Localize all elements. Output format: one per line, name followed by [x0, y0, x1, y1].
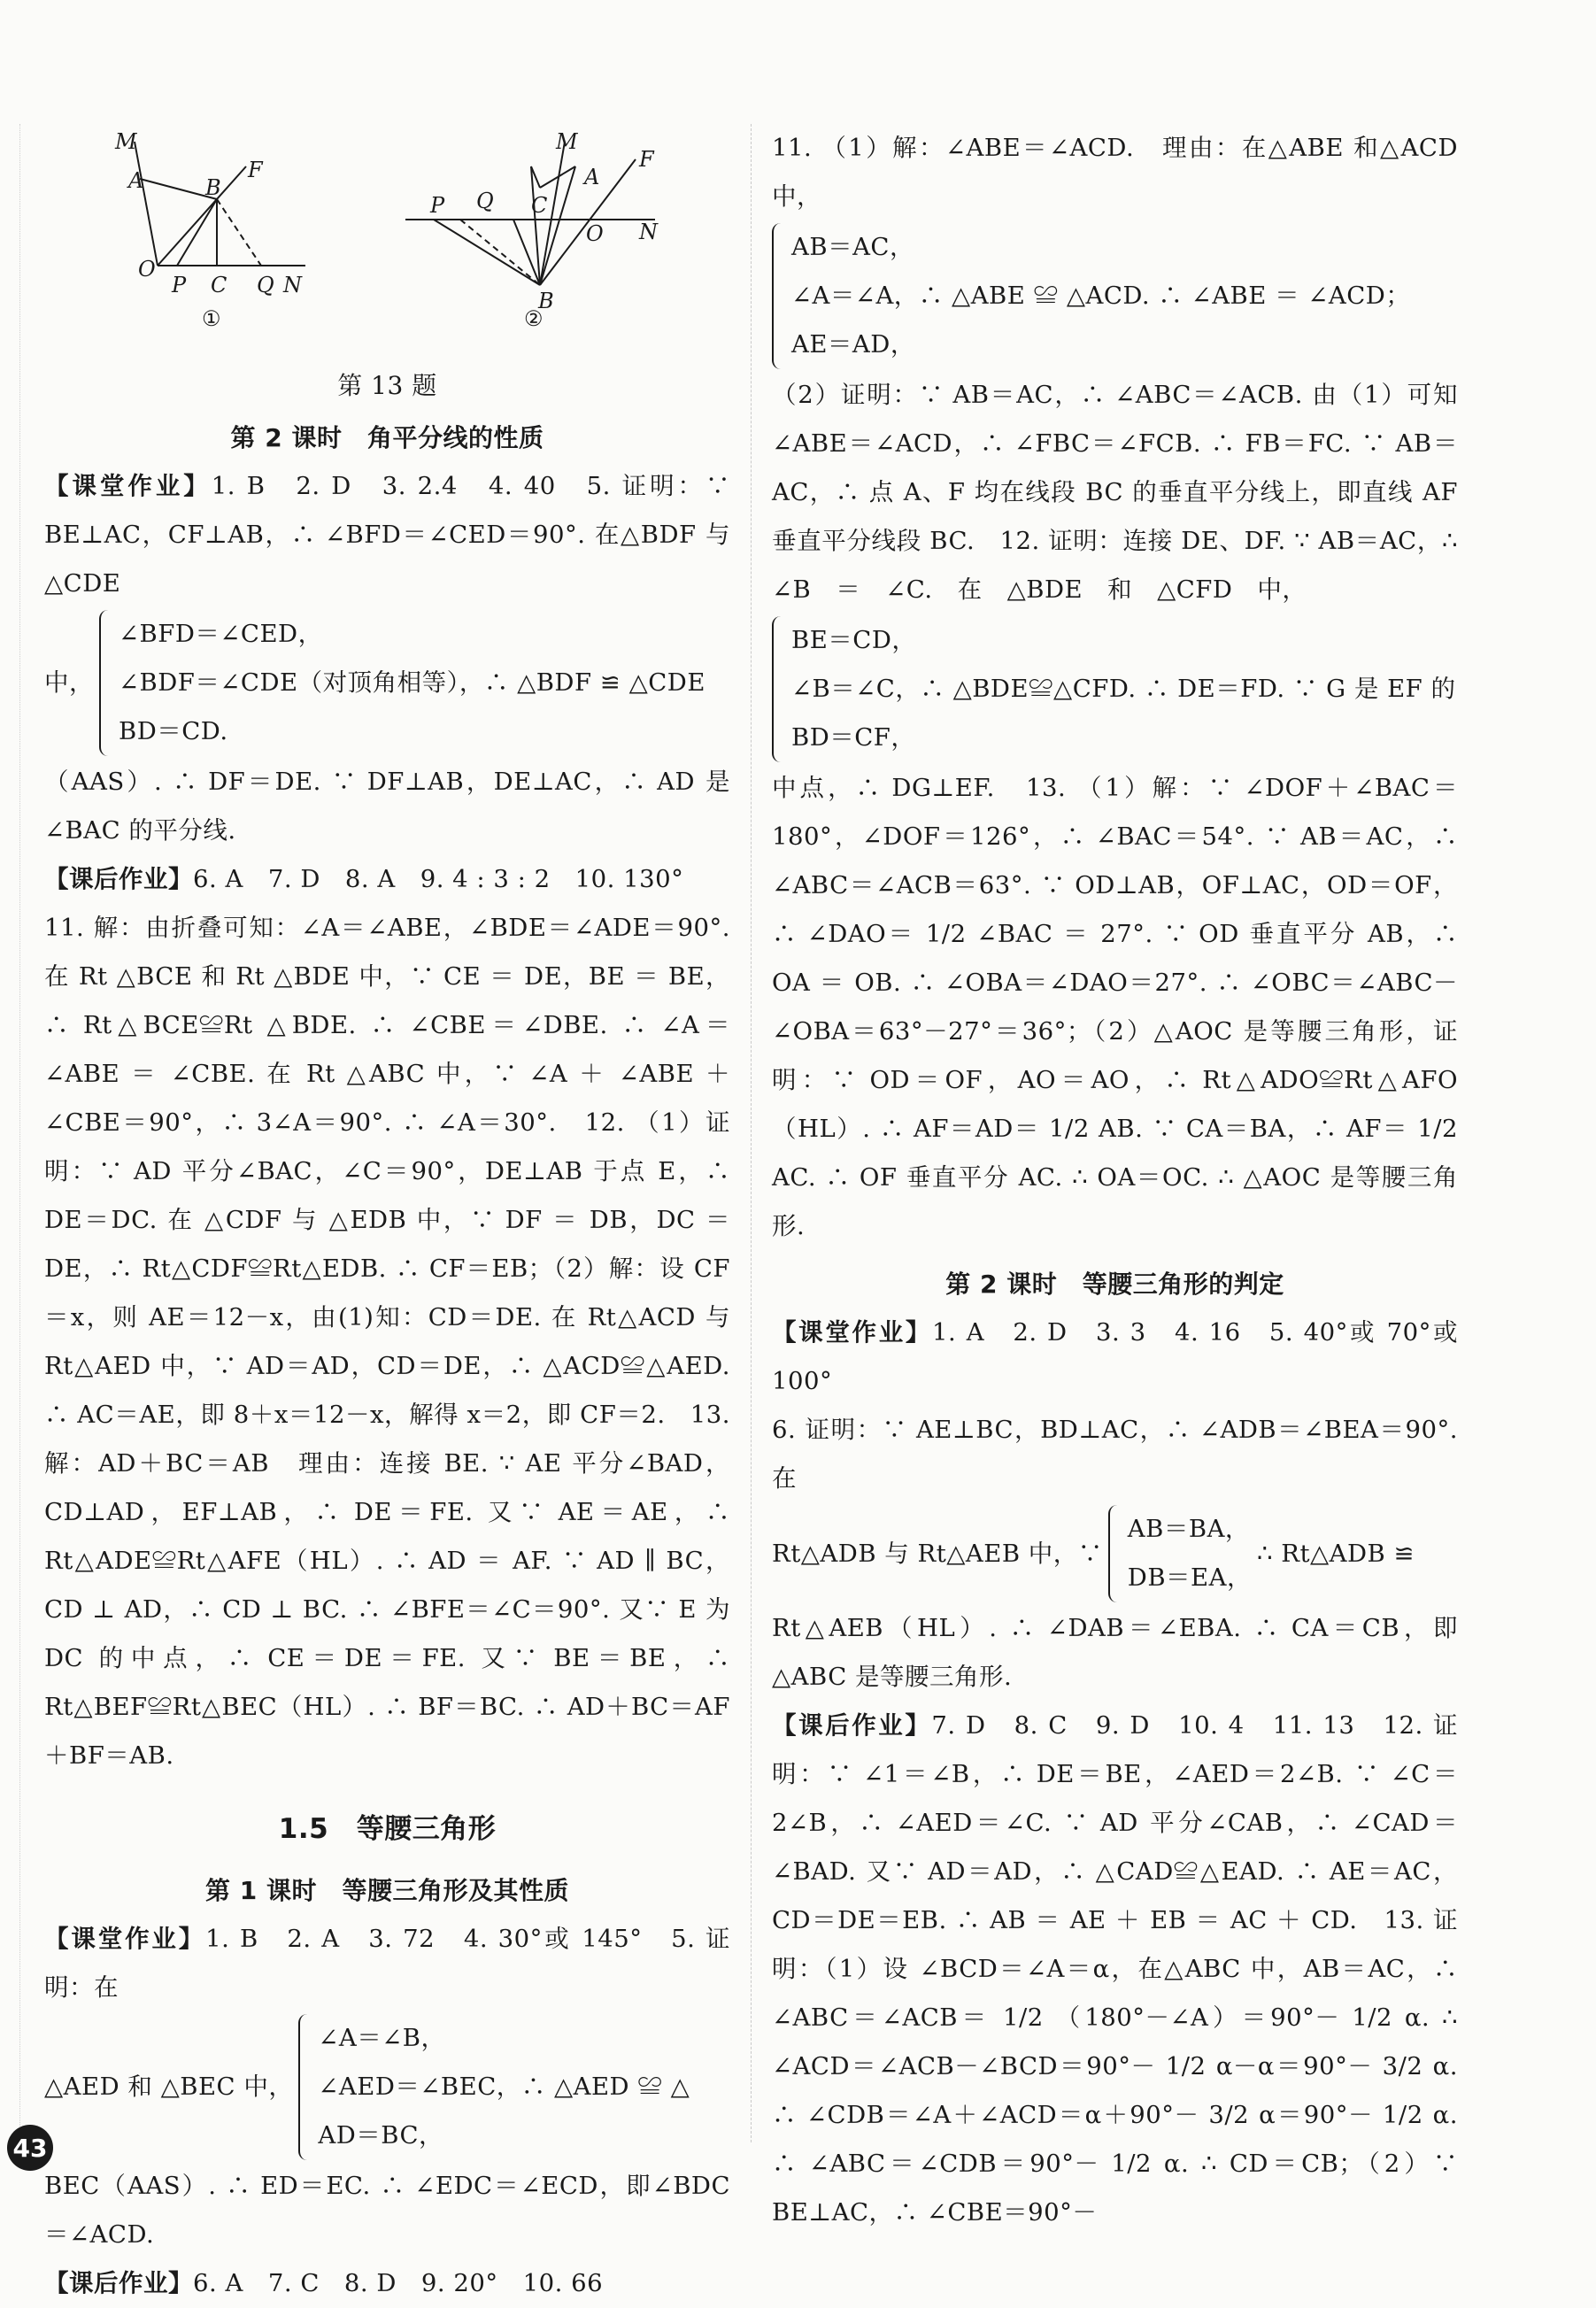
system-lines	[318, 2014, 690, 2160]
left-column	[44, 124, 730, 2308]
system-line: ∠AED＝∠BEC，∴ △AED ≌ △	[318, 2073, 690, 2101]
homework-tag: 【课后作业】	[772, 1711, 932, 1740]
answer-text: 6. 证明：∵ AE⊥BC，BD⊥AC，∴ ∠ADB＝∠BEA＝90°. 在	[772, 1416, 1458, 1493]
fig2-number: ②	[524, 306, 544, 331]
brace-icon	[298, 2014, 312, 2160]
homework-answers: 6. A 7. C 8. D 9. 20° 10. 66	[193, 2269, 604, 2297]
answer-text: 11. 解：由折叠可知：∠A＝∠ABE，∠BDE＝∠ADE＝90°. 在 Rt △BCE 和 Rt △BDE 中，∵ CE ＝ DE，BE ＝ BE，∴ Rt△BCE≌Rt △BDE. ∴ ∠CBE＝∠DBE. ∴ ∠A＝∠ABE ＝ ∠CBE. 在 Rt △ABC 中，∵ ∠A ＋ ∠ABE ＋ ∠CBE＝90°，∴ 3∠A＝90°. ∴ ∠A＝30°. 12. （1）证明：∵ AD 平分∠BAC，∠C＝90°，DE⊥AB 于点 E，∴ DE＝DC. 在 △CDF 与 △EDB 中，∵ DF ＝ DB，DC ＝ DE，∴ Rt△CDF≌Rt△EDB. ∴ CF＝EB；（2）解：设 CF＝x，则 AE＝12－x，由(1)知：CD＝DE. 在 Rt△ACD 与 Rt△AED 中，∵ AD＝AD，CD＝DE，∴ △ACD≌△AED. ∴ AC＝AE，即 8＋x＝12－x，解得 x＝2，即 CF＝2. 13. 解：AD＋BC＝AB 理由：连接 BE. ∵ AE 平分∠BAD，CD⊥AD，EF⊥AB，∴ DE＝FE. 又∵ AE＝AE，∴ Rt△ADE≌Rt△AFE（HL）. ∴ AD ＝ AF. ∵ AD ∥ BC，CD ⊥ AD，∴ CD ⊥ BC. ∴ ∠BFE＝∠C＝90°. 又∵ E 为 DC 的中点，∴ CE＝DE＝FE. 又∵ BE＝BE，∴ Rt△BEF≌Rt△BEC（HL）. ∴ BF＝BC. ∴ AD＋BC＝AF＋BF＝AB.	[44, 914, 730, 1770]
system-suffix: ∴ Rt△ADB ≌	[1257, 1539, 1415, 1568]
classwork-block	[44, 462, 730, 608]
equation-system-4	[772, 616, 1458, 762]
system-lines	[791, 223, 1410, 369]
page-number-badge: 43	[7, 2125, 53, 2171]
fig1-number: ①	[202, 306, 222, 331]
system-lines	[791, 616, 1455, 762]
system-prefix: △AED 和 △BEC 中，	[44, 2073, 294, 2101]
system-line: BE＝CD，	[791, 626, 917, 654]
fig2-label-A: A	[584, 165, 600, 189]
geometry-figures	[44, 124, 730, 356]
fig2-label-M: M	[556, 129, 579, 154]
fig2-label-C: C	[531, 193, 548, 218]
right-column	[772, 124, 1483, 2237]
classwork-block	[772, 1308, 1458, 1406]
system-line: AB＝BA，	[1127, 1515, 1250, 1543]
lesson-heading-isosceles-criteria: 第 2 课时 等腰三角形的判定	[945, 1270, 1284, 1299]
answer-text: Rt△AEB（HL）. ∴ ∠DAB＝∠EBA. ∴ CA＝CB，即△ABC 是等腰三角形.	[772, 1614, 1458, 1691]
answer-text: BEC（AAS）. ∴ ED＝EC. ∴ ∠EDC＝∠ECD，即∠BDC＝∠ACD.	[44, 2172, 730, 2249]
system-line: BD＝CD.	[119, 717, 228, 745]
fig1-label-M: M	[115, 129, 138, 154]
classwork-block	[44, 1915, 730, 2012]
section-heading: 1.5 等腰三角形	[278, 1813, 497, 1845]
fig2-label-B: B	[538, 289, 555, 313]
brace-icon	[99, 610, 113, 756]
system-line: ∠BFD＝∠CED，	[119, 620, 323, 648]
fig1-label-B: B	[205, 175, 222, 200]
figure-caption: 第 13 题	[337, 371, 437, 400]
brace-icon	[772, 223, 786, 369]
fig1-label-P: P	[172, 273, 187, 297]
system-lines	[1128, 1505, 1252, 1602]
homework-tag: 【课后作业】	[44, 2269, 193, 2297]
classwork-text: 1. B 2. A 3. 72 4. 30°或 145° 5. 证明：在	[44, 1925, 731, 2002]
figure-13	[44, 124, 730, 356]
homework-tag: 【课后作业】	[44, 865, 193, 893]
lesson-heading-angle-bisector: 第 2 课时 角平分线的性质	[230, 423, 544, 452]
equation-system-1	[44, 610, 730, 756]
equation-system-2	[44, 2014, 730, 2160]
fig2-label-P: P	[430, 193, 445, 218]
fig1-label-N: N	[283, 273, 303, 297]
system-lines	[119, 610, 705, 756]
brace-icon	[1108, 1505, 1122, 1602]
system-line: BD＝CF，	[791, 723, 916, 752]
system-line: AD＝BC，	[318, 2121, 444, 2150]
homework-block	[772, 1702, 1458, 2237]
fig1-label-O: O	[138, 257, 157, 282]
fig1-label-C: C	[211, 273, 227, 297]
classwork-answers: 1. A 2. D 3. 3 4. 16 5. 40°或 70°或 100°	[772, 1318, 1458, 1395]
equation-system-3	[772, 223, 1458, 369]
system-line: DB＝EA，	[1127, 1563, 1252, 1592]
answer-text: 11. （1）解：∠ABE＝∠ACD. 理由：在△ABE 和△ACD 中，	[772, 134, 1458, 211]
system-line: ∠A＝∠B，	[318, 2024, 446, 2052]
page-edge-line	[19, 124, 20, 2142]
classwork-tag: 【课堂作业】	[44, 472, 212, 500]
lesson-heading-isosceles-properties: 第 1 课时 等腰三角形及其性质	[205, 1876, 569, 1905]
system-line: ∠B＝∠C，∴ △BDE≌△CFD. ∴ DE＝FD. ∵ G 是 EF 的	[791, 675, 1456, 703]
fig2-label-Q: Q	[476, 189, 495, 213]
fig1-label-A: A	[128, 168, 144, 193]
system-line: AB＝AC，	[791, 233, 914, 261]
classwork-tag: 【课堂作业】	[44, 1925, 206, 1953]
system-line: ∠BDF＝∠CDE（对顶角相等），∴ △BDF ≌ △CDE	[119, 668, 705, 697]
column-divider	[751, 124, 752, 2142]
fig2-label-N: N	[639, 220, 659, 244]
answer-text: （AAS）. ∴ DF＝DE. ∵ DF⊥AB，DE⊥AC，∴ AD 是∠BAC 的平分线.	[44, 768, 730, 845]
fig1-label-Q: Q	[257, 273, 275, 297]
fig1-label-F: F	[248, 158, 264, 182]
system-line: ∠A＝∠A，∴ △ABE ≌ △ACD. ∴ ∠ABE ＝ ∠ACD；	[791, 282, 1411, 310]
homework-block	[44, 2259, 730, 2308]
homework-text: 7. D 8. C 9. D 10. 4 11. 13 12. 证明：∵ ∠1＝∠B，∴ DE＝BE，∠AED＝2∠B. ∵ ∠C＝2∠B，∴ ∠AED＝∠C. ∵ AD 平分∠CAB，∴ ∠CAD＝∠BAD. 又∵ AD＝AD，∴ △CAD≌△EAD. ∴ AE＝AC，CD＝DE＝EB. ∴ AB ＝ AE ＋ EB ＝ AC ＋ CD. 13. 证明：（1）设 ∠BCD＝∠A＝α，在△ABC 中，AB＝AC，∴ ∠ABC＝∠ACB＝ 1/2 （180°－∠A）＝90°－ 1/2 α. ∴ ∠ACD＝∠ACB－∠BCD＝90°－ 1/2 α－α＝90°－ 3/2 α. ∴ ∠CDB＝∠A＋∠ACD＝α＋90°－ 3/2 α＝90°－ 1/2 α. ∴ ∠ABC＝∠CDB＝90°－ 1/2 α. ∴ CD＝CB；（2）∵ BE⊥AC，∴ ∠CBE＝90°－	[772, 1711, 1459, 2227]
classwork-text: 1. B 2. D 3. 2.4 4. 40 5. 证明：∵ BE⊥AC，CF⊥AB，∴ ∠BFD＝∠CED＝90°. 在△BDF 与△CDE	[44, 472, 730, 598]
fig2-label-F: F	[639, 147, 655, 172]
system-line: AE＝AD，	[791, 330, 915, 359]
brace-icon	[772, 616, 786, 762]
figure-1	[135, 142, 305, 266]
fig2-label-O: O	[586, 221, 605, 246]
classwork-tag: 【课堂作业】	[772, 1318, 933, 1347]
homework-block	[44, 855, 730, 904]
answer-text: （2）证明：∵ AB＝AC，∴ ∠ABC＝∠ACB. 由（1）可知 ∠ABE＝∠ACD，∴ ∠FBC＝∠FCB. ∴ FB＝FC. ∵ AB＝AC，∴ 点 A、F 均在线段 BC 的垂直平分线上，即直线 AF 垂直平分线段 BC. 12. 证明：连接 DE、DF. ∵ AB＝AC，∴ ∠B ＝ ∠C. 在 △BDE 和 △CFD 中，	[772, 381, 1483, 604]
homework-answers: 6. A 7. D 8. A 9. 4 : 3 : 2 10. 130°	[193, 865, 684, 893]
equation-system-5	[772, 1505, 1458, 1602]
answer-text: 中点，∴ DG⊥EF. 13. （1）解：∵ ∠DOF＋∠BAC＝180°，∠DOF＝126°，∴ ∠BAC＝54°. ∵ AB＝AC，∴ ∠ABC＝∠ACB＝63°. ∵ OD⊥AB，OF⊥AC，OD＝OF，∴ ∠DAO＝ 1/2 ∠BAC ＝ 27°. ∵ OD 垂直平分 AB，∴ OA ＝ OB. ∴ ∠OBA＝∠DAO＝27°. ∴ ∠OBC＝∠ABC－∠OBA＝63°－27°＝36°；（2）△AOC 是等腰三角形，证明：∵ OD＝OF，AO＝AO，∴ Rt△ADO≌Rt△AFO（HL）. ∴ AF＝AD＝ 1/2 AB. ∵ CA＝BA，∴ AF＝ 1/2 AC. ∴ OF 垂直平分 AC. ∴ OA＝OC. ∴ △AOC 是等腰三角形.	[772, 774, 1458, 1240]
system-prefix: 中，	[44, 668, 94, 697]
system-prefix: Rt△ADB 与 Rt△AEB 中，∵	[772, 1539, 1103, 1568]
